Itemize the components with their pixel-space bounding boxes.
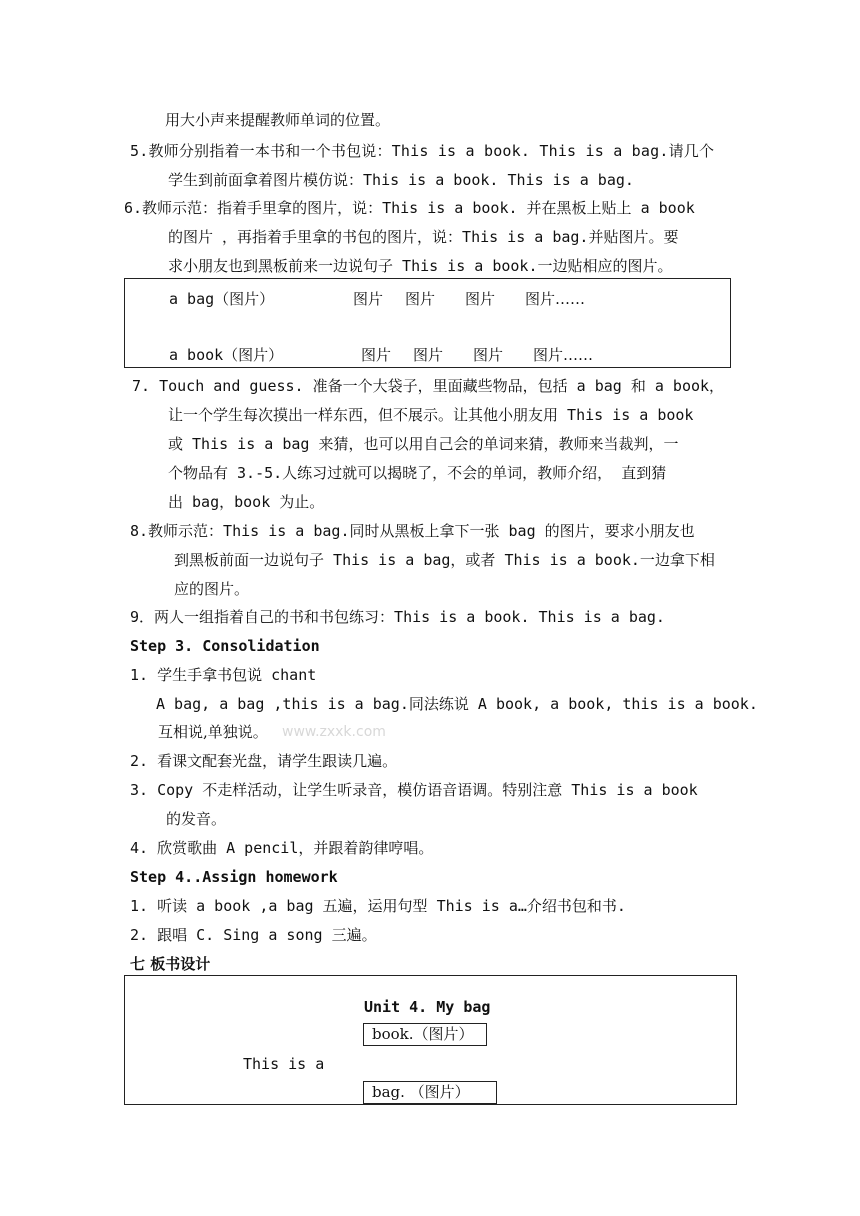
text-line: 2. 跟唱 C. Sing a song 三遍。 bbox=[130, 926, 377, 944]
text-line: 1. 听读 a book ,a bag 五遍，运用句型 This is a…介绍书包和书. bbox=[130, 897, 626, 915]
text-line: 互相说,单独说。 bbox=[158, 723, 268, 741]
text-line: 学生到前面拿着图片模仿说：This is a book. This is a bag. bbox=[168, 171, 634, 189]
text-line: 5.教师分别指着一本书和一个书包说：This is a book. This is a bag.请几个 bbox=[130, 142, 715, 160]
board-sentence: This is a bbox=[243, 1055, 325, 1073]
text-line: 到黑板前面一边说句子 This is a bag，或者 This is a book.一边拿下相 bbox=[174, 551, 715, 569]
text-line: A bag, a bag ,this is a bag.同法练说 A book, a book, this is a book. bbox=[156, 695, 758, 713]
text-line: 2. 看课文配套光盘，请学生跟读几遍。 bbox=[130, 752, 398, 770]
text-line: 出 bag，book 为止。 bbox=[168, 493, 325, 511]
text-line: 8.教师示范：This is a bag.同时从黑板上拿下一张 bag 的图片，要求小朋友也 bbox=[130, 522, 695, 540]
table-word-bag: a bag（图片） bbox=[169, 290, 275, 308]
text-line: 个物品有 3.-5.人练习过就可以揭晓了，不会的单词，教师介绍， 直到猜 bbox=[168, 464, 667, 482]
section-heading: 七 板书设计 bbox=[130, 955, 211, 973]
text-line: 4. 欣赏歌曲 A pencil，并跟着韵律哼唱。 bbox=[130, 839, 434, 857]
section-heading: Step 4..Assign homework bbox=[130, 868, 338, 886]
table-picture: 图片 bbox=[405, 290, 436, 308]
picture-word-table bbox=[124, 278, 731, 368]
table-picture: 图片 bbox=[361, 346, 392, 364]
blackboard-design-box bbox=[124, 975, 737, 1105]
table-picture: 图片…… bbox=[533, 346, 594, 364]
text-line: 7. Touch and guess. 准备一个大袋子，里面藏些物品，包括 a bag 和 a book， bbox=[132, 377, 725, 395]
text-line: 求小朋友也到黑板前来一边说句子 This is a book.一边贴相应的图片。 bbox=[168, 257, 673, 275]
table-picture: 图片…… bbox=[525, 290, 586, 308]
text-line: 6.教师示范：指着手里拿的图片，说：This is a book. 并在黑板上贴上 a book bbox=[124, 199, 695, 217]
board-title: Unit 4. My bag bbox=[364, 998, 491, 1016]
text-line: 的发音。 bbox=[166, 810, 227, 828]
text-line: 应的图片。 bbox=[174, 580, 250, 598]
board-card-book: book.（图片） bbox=[363, 1023, 487, 1046]
text-line: 或 This is a bag 来猜，也可以用自己会的单词来猜，教师来当裁判，一 bbox=[168, 435, 679, 453]
table-picture: 图片 bbox=[473, 346, 504, 364]
text-line: 3. Copy 不走样活动，让学生听录音，模仿语音语调。特别注意 This is a book bbox=[130, 781, 698, 799]
table-picture: 图片 bbox=[353, 290, 384, 308]
table-word-book: a book（图片） bbox=[169, 346, 284, 364]
text-line: 1. 学生手拿书包说 chant bbox=[130, 666, 317, 684]
text-line: 让一个学生每次摸出一样东西，但不展示。让其他小朋友用 This is a book bbox=[168, 406, 694, 424]
table-picture: 图片 bbox=[413, 346, 444, 364]
watermark: www.zxxk.com bbox=[282, 724, 386, 740]
section-heading: Step 3. Consolidation bbox=[130, 637, 320, 655]
board-card-bag: bag. （图片） bbox=[363, 1081, 497, 1104]
text-line: 9．两人一组指着自己的书和书包练习：This is a book. This is a bag. bbox=[130, 608, 665, 626]
text-line: 用大小声来提醒教师单词的位置。 bbox=[165, 111, 391, 129]
table-picture: 图片 bbox=[465, 290, 496, 308]
text-line: 的图片 ，再指着手里拿的书包的图片，说：This is a bag.并贴图片。要 bbox=[168, 228, 679, 246]
